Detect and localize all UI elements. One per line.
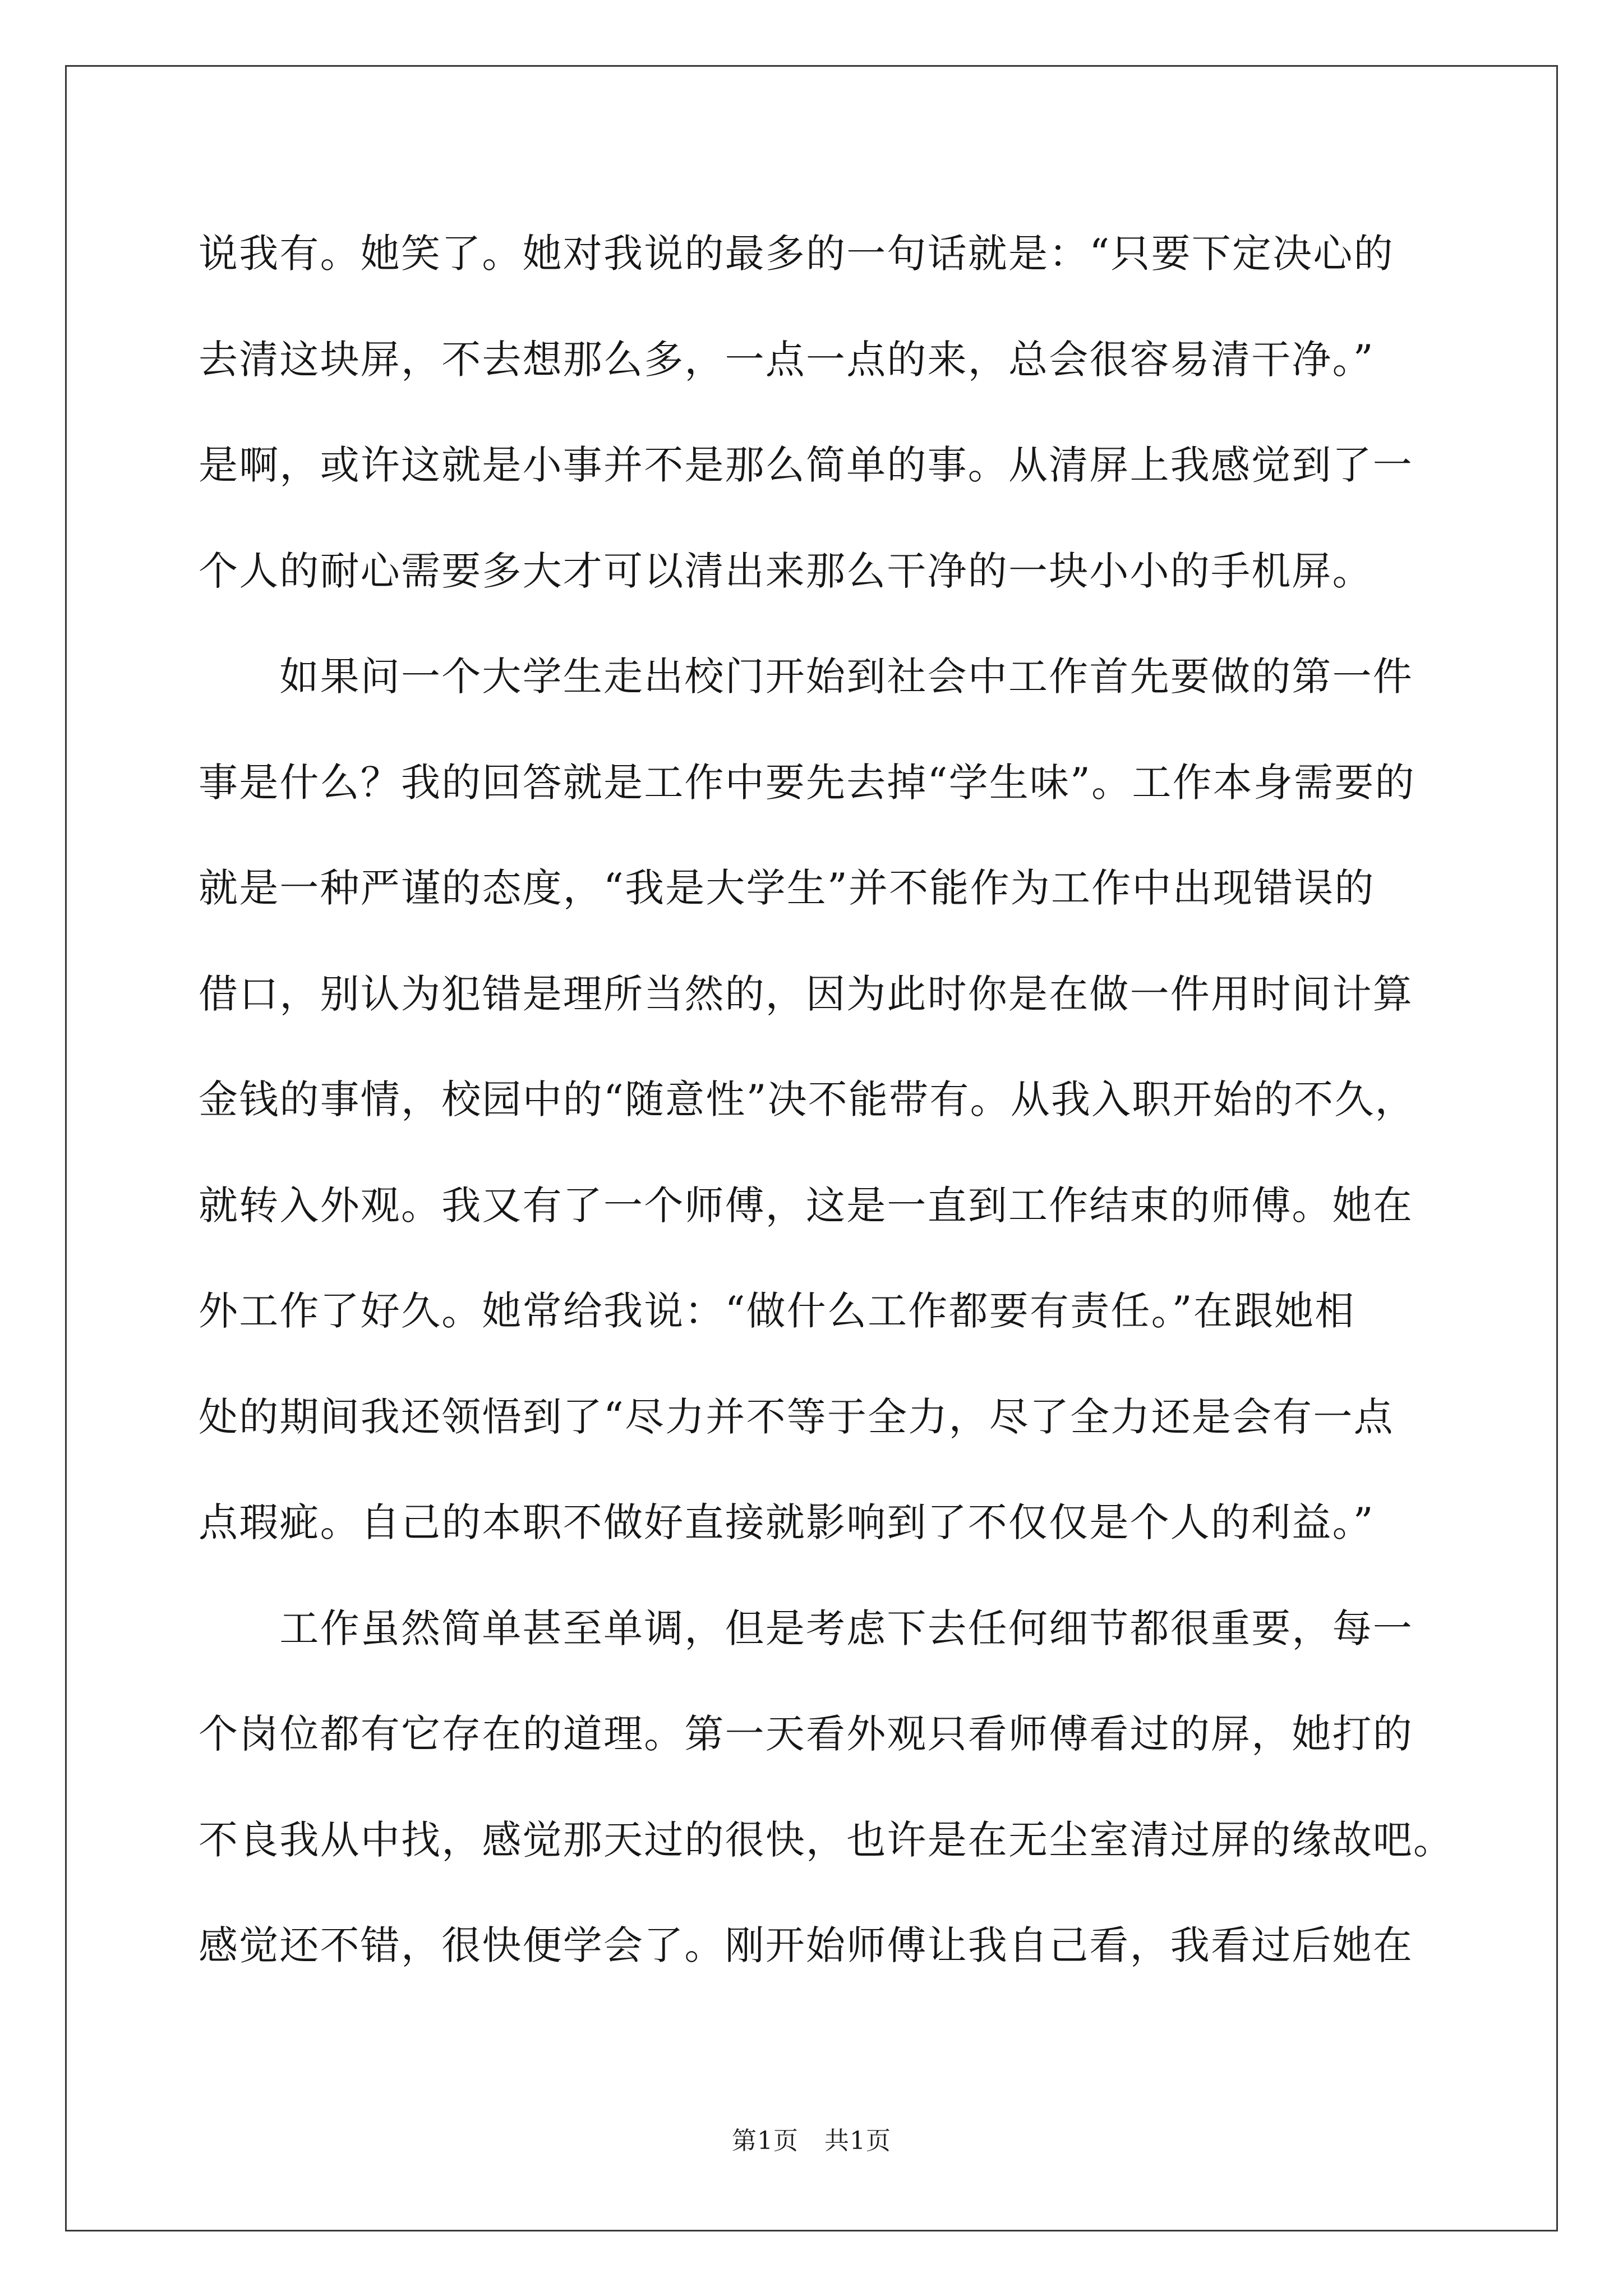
text-line: 个人的耐心需要多大才可以清出来那么干净的一块小小的手机屏。 (199, 547, 1373, 594)
text-line: 就转入外观。我又有了一个师傅，这是一直到工作结束的师傅。她在 (199, 1182, 1413, 1228)
text-line: 感觉还不错，很快便学会了。刚开始师傅让我自己看，我看过后她在 (199, 1922, 1413, 1968)
text-line: 说我有。她笑了。她对我说的最多的一句话就是：“只要下定决心的 (199, 231, 1394, 277)
paragraph (199, 624, 1435, 1576)
page-footer (0, 2120, 1623, 2156)
text-line: 点瑕疵。自己的本职不做好直接就影响到了不仅仅是个人的利益。” (199, 1499, 1375, 1545)
text-line: 是啊，或许这就是小事并不是那么简单的事。从清屏上我感觉到了一 (199, 442, 1413, 488)
paragraph (199, 201, 1435, 624)
text-line: 不良我从中找，感觉那天过的很快，也许是在无尘室清过屏的缘故吧。 (199, 1816, 1454, 1863)
text-line: 事是什么？我的回答就是工作中要先去掉“学生味”。工作本身需要的 (199, 759, 1415, 806)
document-body (199, 201, 1454, 1999)
text-line: 如果问一个大学生走出校门开始到社会中工作首先要做的第一件 (199, 654, 1413, 700)
text-line: 工作虽然简单甚至单调，但是考虑下去任何细节都很重要，每一 (199, 1605, 1413, 1651)
text-line: 处的期间我还领悟到了“尽力并不等于全力，尽了全力还是会有一点 (199, 1393, 1394, 1440)
text-line: 个岗位都有它存在的道理。第一天看外观只看师傅看过的屏，她打的 (199, 1711, 1413, 1757)
text-line: 外工作了好久。她常给我说：“做什么工作都要有责任。”在跟她相 (199, 1288, 1355, 1334)
text-line: 就是一种严谨的态度，“我是大学生”并不能作为工作中出现错误的 (199, 865, 1375, 911)
page-number: 第1页 (732, 2127, 799, 2155)
paragraph (199, 1576, 1454, 1999)
page-total: 共1页 (824, 2127, 891, 2155)
text-line: 金钱的事情，校园中的“随意性”决不能带有。从我入职开始的不久， (199, 1076, 1415, 1122)
text-line: 借口，别认为犯错是理所当然的，因为此时你是在做一件用时间计算 (199, 970, 1413, 1017)
text-line: 去清这块屏，不去想那么多，一点一点的来，总会很容易清干净。” (199, 336, 1375, 383)
